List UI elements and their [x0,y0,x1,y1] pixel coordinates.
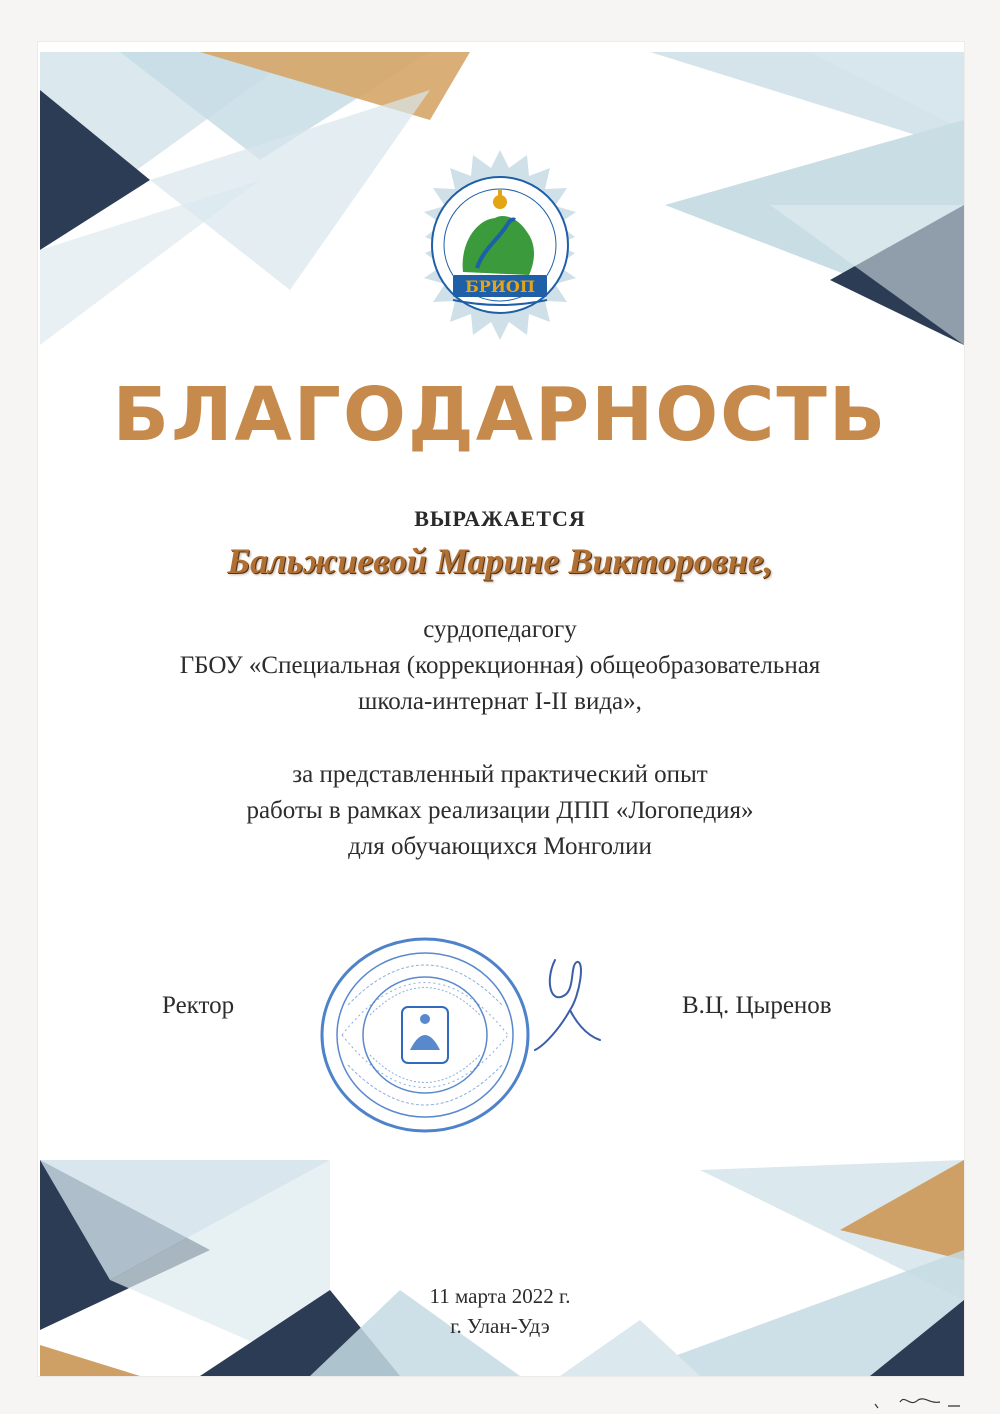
position-block [0,612,1000,720]
scribble-stroke [875,1399,960,1408]
seal-crest-figure [410,1035,440,1050]
position-line: ГБОУ «Специальная (коррекционная) общеобразовательная [179,652,821,679]
deco-gold-triangle-bottom-left [40,1345,140,1376]
signature-icon [515,950,615,1060]
logo-text: БРИОП [465,277,535,296]
official-seal-icon [318,935,532,1135]
margin-scribble [870,1390,970,1410]
reason-line: работы в рамках реализации ДПП «Логопедия» [246,797,754,824]
signature-stroke [535,960,600,1050]
signatory-name: В.Ц. Цыренов [682,992,832,1019]
recipient-name: Бальжиевой Марине Викторовне, [227,541,773,581]
reason-line: за представленный практический опыт [292,761,708,788]
reason-block [0,757,1000,865]
reason-line: для обучающихся Монголии [348,833,652,860]
issue-date: 11 марта 2022 г. [429,1284,571,1308]
seal-crest-sun [420,1014,430,1024]
expressed-label: ВЫРАЖАЕТСЯ [414,506,586,531]
signatory-title: Ректор [162,992,235,1019]
position-line: сурдопедагогу [423,616,577,643]
certificate-title: БЛАГОДАРНОСТЬ [112,372,888,458]
issue-city: г. Улан-Удэ [450,1314,550,1338]
institute-emblem-icon [405,150,595,340]
position-line: школа-интернат I-II вида», [358,688,642,715]
logo-sun-tip [498,190,502,198]
